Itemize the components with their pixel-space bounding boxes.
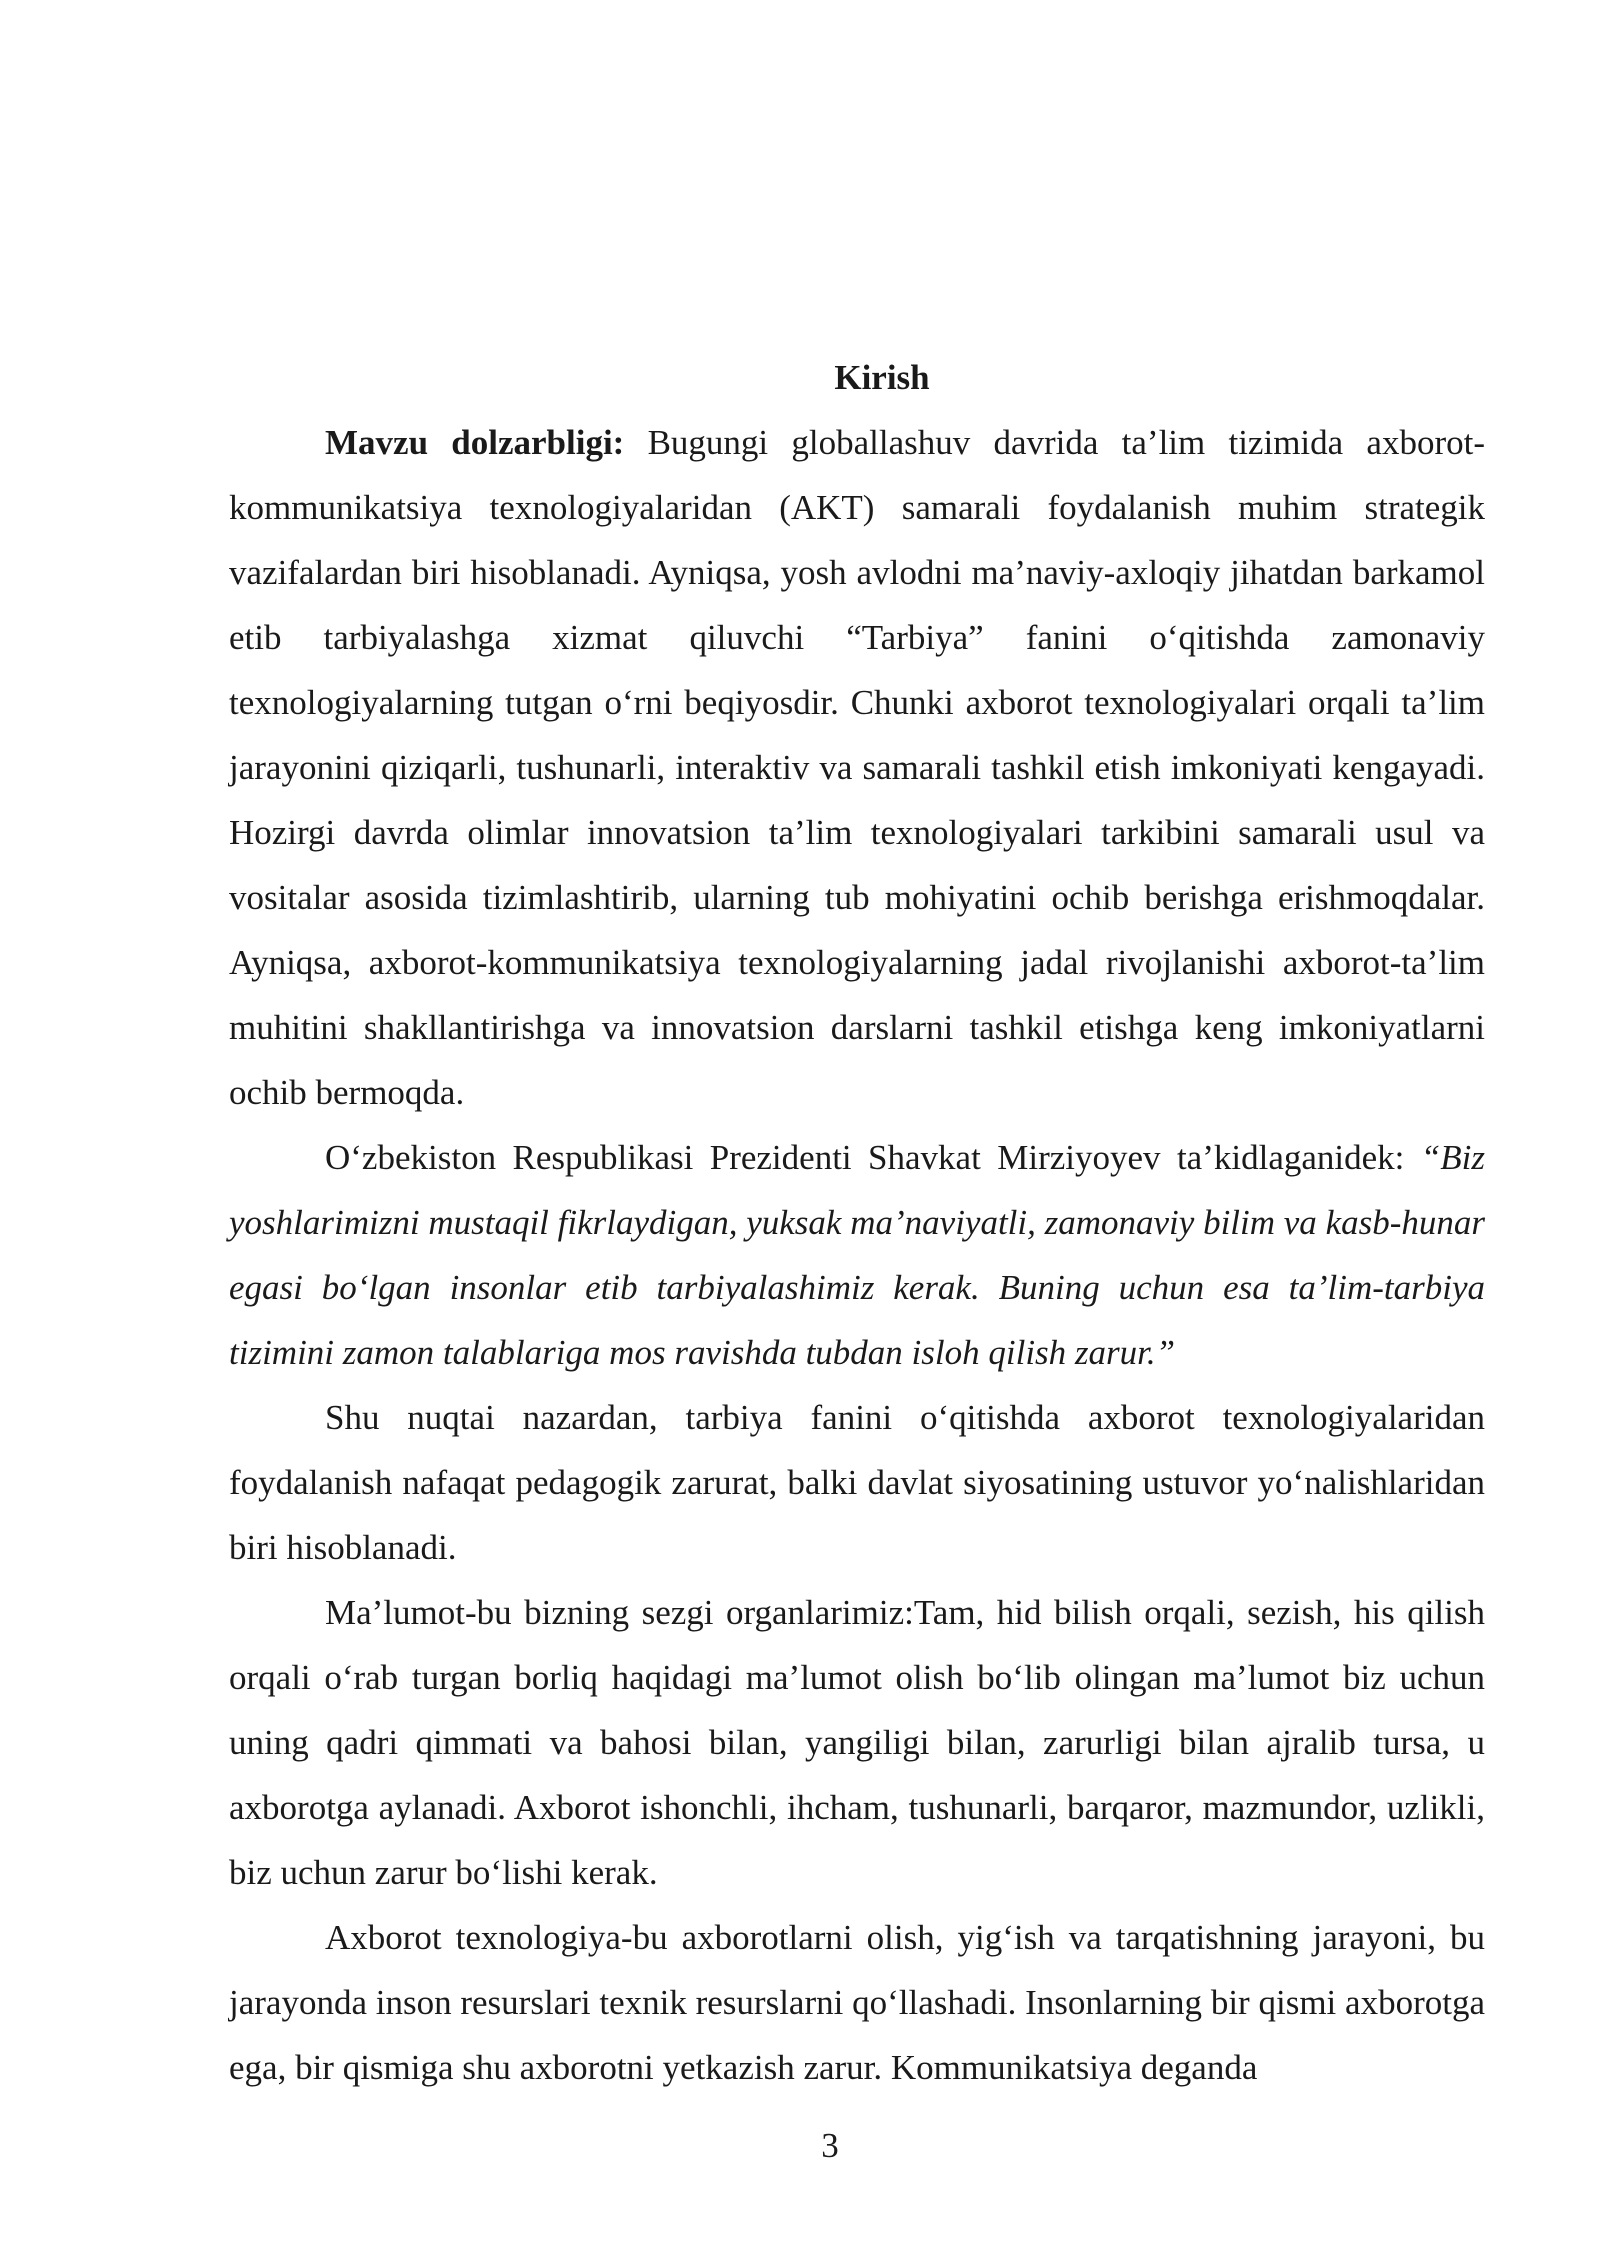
page-number: 3 [821, 2126, 839, 2165]
paragraph-perspective: Shu nuqtai nazardan, tarbiya fanini o‘qitishda axborot texnologiyalaridan foydalanish nafaqat pedagogik zarurat, balki davlat siyosatining ustuvor yo‘nalishlaridan biri hisoblanadi. [229, 1398, 1485, 1567]
document-page [229, 345, 1485, 2100]
paragraph-information-technology: Axborot texnologiya-bu axborotlarni olish, yig‘ish va tarqatishning jarayoni, bu jarayonda inson resurslari texnik resurslarni qo‘llashadi. Insonlarning bir qismi axborotga ega, bir qismiga shu axborotni yetkazish zarur. Kommunikatsiya deganda [229, 1918, 1485, 2087]
president-quote: “Biz yoshlarimizni mustaqil fikrlaydigan, yuksak ma’naviyatli, zamonaviy bilim va kasb-hunar egasi bo‘lgan insonlar etib tarbiyalashimiz kerak. Buning uchun esa ta’lim-tarbiya tizimini zamon talablariga mos ravishda tubdan isloh qilish zarur.” [229, 1138, 1485, 1372]
paragraph-information: Ma’lumot-bu bizning sezgi organlarimiz:Tam, hid bilish orqali, sezish, his qilish orqali o‘rab turgan borliq haqidagi ma’lumot olish bo‘lib olingan ma’lumot biz uchun uning qadri qimmati va bahosi bilan, yangiligi bilan, zarurligi bilan ajralib tursa, u axborotga aylanadi. Axborot ishonchli, ihcham, tushunarli, barqaror, mazmundor, uzlikli, biz uchun zarur bo‘lishi kerak. [229, 1593, 1485, 1892]
section-heading: Kirish [834, 358, 930, 397]
relevance-label: Mavzu dolzarbligi: [325, 423, 625, 462]
paragraph-relevance [229, 410, 1485, 1125]
quote-intro: O‘zbekiston Respublikasi Prezidenti Shavkat Mirziyoyev ta’kidlaganidek: [325, 1138, 1421, 1177]
paragraph-president-quote [229, 1125, 1485, 1385]
relevance-text: Bugungi globallashuv davrida ta’lim tizimida axborot-kommunikatsiya texnologiyalaridan (AKT) samarali foydalanish muhim strategik vazifalardan biri hisoblanadi. Ayniqsa, yosh avlodni ma’naviy-axloqiy jihatdan barkamol etib tarbiyalashga xizmat qiluvchi “Tarbiya” fanini o‘qitishda zamonaviy texnologiyalarning tutgan o‘rni beqiyosdir. Chunki axborot texnologiyalari orqali ta’lim jarayonini qiziqarli, tushunarli, interaktiv va samarali tashkil etish imkoniyati kengayadi. Hozirgi davrda olimlar innovatsion ta’lim texnologiyalari tarkibini samarali usul va vositalar asosida tizimlashtirib, ularning tub mohiyatini ochib berishga erishmoqdalar. Ayniqsa, axborot-kommunikatsiya texnologiyalarning jadal rivojlanishi axborot-ta’lim muhitini shakllantirishga va innovatsion darslarni tashkil etishga keng imkoniyatlarni ochib bermoqda. [229, 423, 1485, 1112]
